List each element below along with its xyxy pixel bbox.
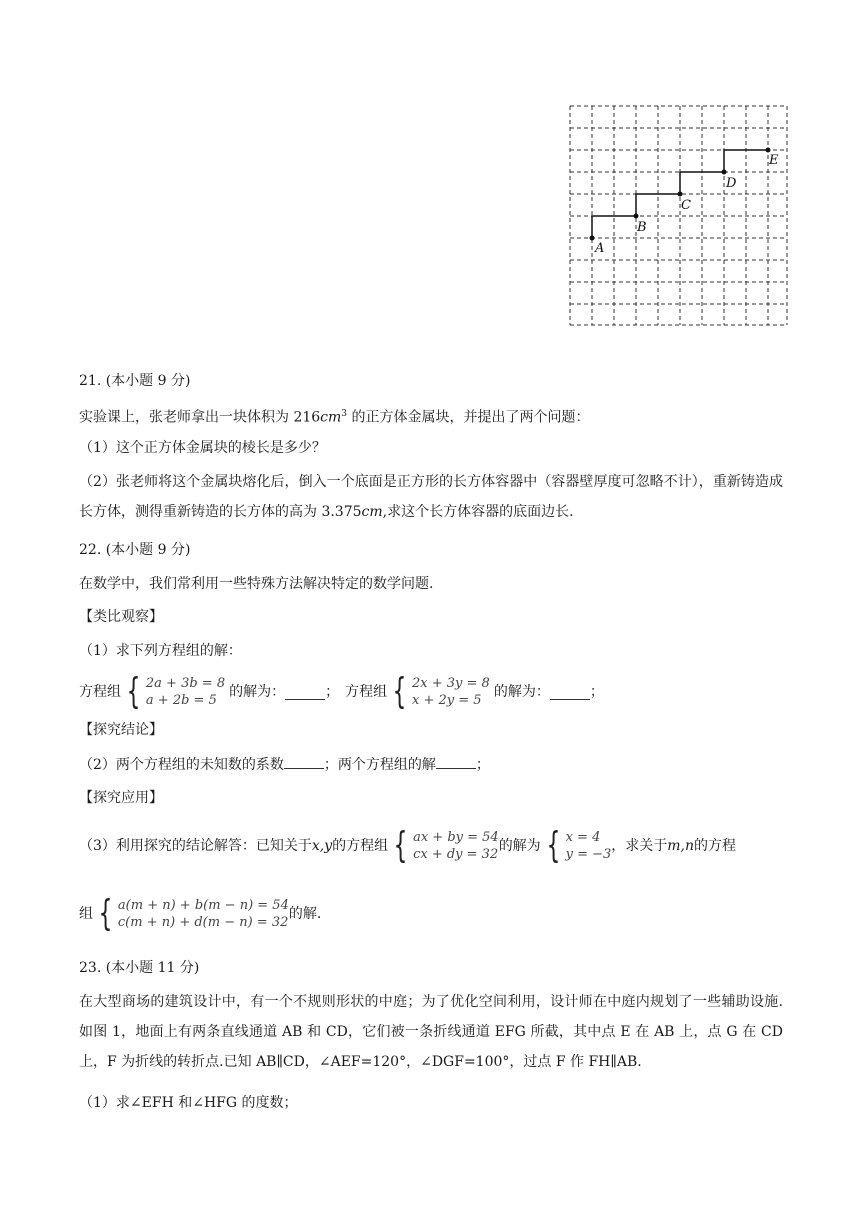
q22-part3-row2: 组 { a(m + n) + b(m − n) = 54 c(m + n) + d(m − n) = 32 的解. <box>79 893 322 934</box>
point-E <box>766 148 771 153</box>
q22-section-observe: 【类比观察】 <box>79 609 163 625</box>
grid-figure <box>560 98 792 330</box>
q22-part1: （1）求下列方程组的解： <box>79 643 242 659</box>
q22-header: 22. (本小题 9 分) <box>79 542 191 558</box>
solution-system-3: { x = 4 y = −3 <box>546 825 612 866</box>
answer-blank-2[interactable] <box>550 685 590 700</box>
q21-part1: （1）这个正方体金属块的棱长是多少？ <box>79 440 326 456</box>
label-C: C <box>681 198 691 213</box>
equation-system-4: { a(m + n) + b(m − n) = 54 c(m + n) + d(m − n) = 32 <box>98 893 289 934</box>
q22-systems-row: 方程组 { 2a + 3b = 8 a + 2b = 5 的解为： ； 方程组 { 2x + 3y = 8 x + 2y = 5 的解为： ； <box>79 671 604 712</box>
answer-blank-1[interactable] <box>285 685 325 700</box>
label-D: D <box>726 176 737 191</box>
point-B <box>634 214 639 219</box>
q21-header: 21. (本小题 9 分) <box>79 373 191 389</box>
q21-part2: （2）张老师将这个金属块熔化后，倒入一个底面是正方形的长方体容器中（容器壁厚度可忽略不计），重新铸造成长方体，测得重新铸造的长方体的高为 3.375cm,求这个长方体容器的底面边长. <box>79 474 783 520</box>
q22-section-application: 【探究应用】 <box>79 790 163 806</box>
q23-header: 23. (本小题 11 分) <box>79 960 200 976</box>
point-A <box>590 236 595 241</box>
point-C <box>678 192 683 197</box>
point-D <box>722 170 727 175</box>
answer-blank-3[interactable] <box>284 754 324 769</box>
q22-part2: （2）两个方程组的未知数的系数 ；两个方程组的解 ； <box>79 754 490 775</box>
answer-blank-4[interactable] <box>436 754 476 769</box>
q23-paragraph: 在大型商场的建筑设计中，有一个不规则形状的中庭；为了优化空间利用，设计师在中庭内规划了一些辅助设施.如图 1，地面上有两条直线通道 AB 和 CD，它们被一条折线通道 EFG 所截，其中点 E 在 AB 上，点 G 在 CD 上，F 为折线的转折点.已知 AB∥CD，∠AEF=120°，∠DGF=100°，过点 F 作 FH∥AB. <box>79 994 783 1070</box>
q21-intro: 实验课上，张老师拿出一块体积为 $216cm^3$ 的正方体金属块，并提出了两个问题： <box>79 409 590 426</box>
equation-system-2: { 2x + 3y = 8 x + 2y = 5 <box>392 671 490 712</box>
label-B: B <box>637 220 647 235</box>
label-A: A <box>595 241 605 256</box>
q23-part1: （1）求∠EFH 和∠HFG 的度数； <box>79 1095 298 1111</box>
equation-system-3: { ax + by = 54 cx + dy = 32 <box>393 825 499 866</box>
label-E: E <box>769 153 779 168</box>
q22-part3-row: （3）利用探究的结论解答：已知关于 x,y 的方程组 { ax + by = 54 cx + dy = 32 的解为 { x = 4 y = −3 ，求关于 m,n 的方程 <box>79 825 737 866</box>
q22-intro: 在数学中，我们常利用一些特殊方法解决特定的数学问题. <box>79 576 434 592</box>
equation-system-1: { 2a + 3b = 8 a + 2b = 5 <box>126 671 226 712</box>
q22-section-conclusion: 【探究结论】 <box>79 722 163 738</box>
